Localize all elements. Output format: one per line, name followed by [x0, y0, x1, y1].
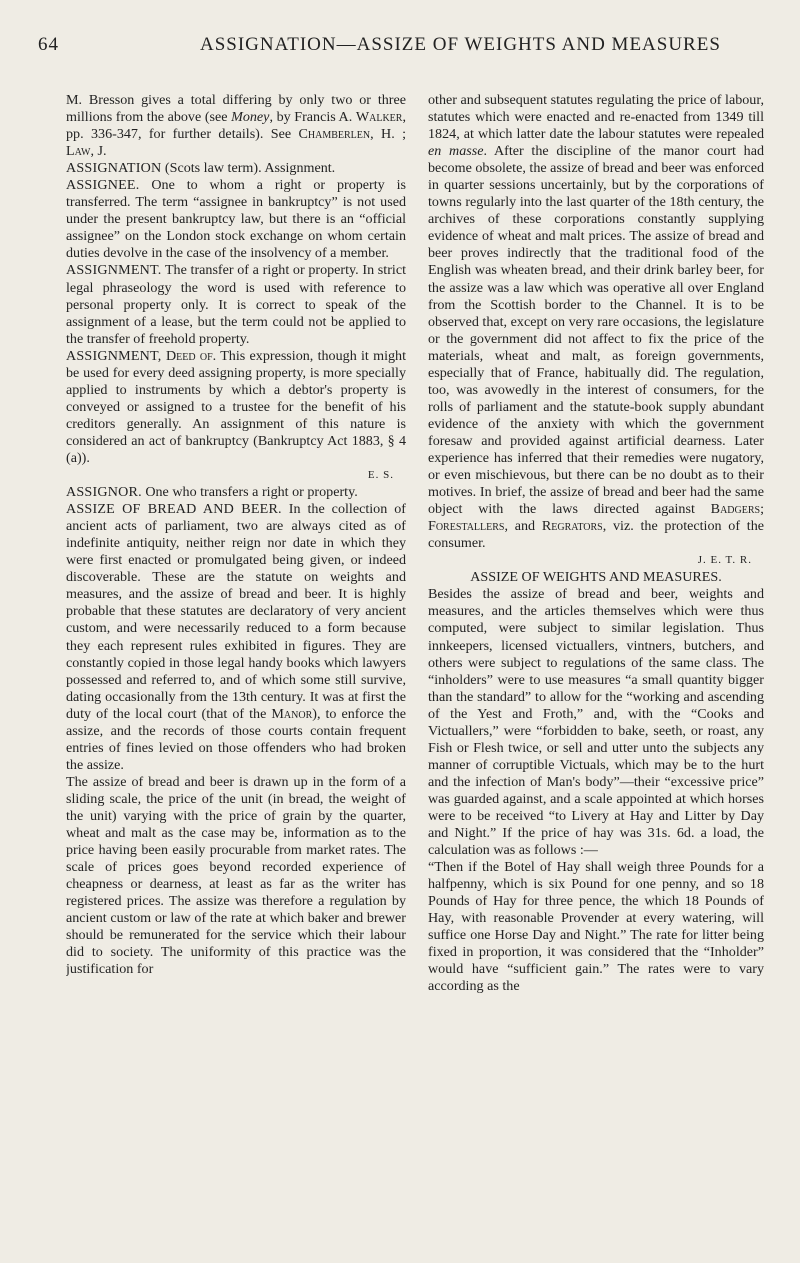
headword-assignation: ASSIGNATION: [66, 160, 162, 177]
entry-assignation: ASSIGNATION (Scots law term). Assignment.: [66, 160, 336, 177]
headword-assignment: ASSIGNMENT.: [66, 262, 162, 279]
headword-assize-bread-beer: ASSIZE OF BREAD AND BEER.: [66, 501, 282, 518]
paragraph-botel-of-hay: “Then if the Botel of Hay shall weigh three Pounds for a halfpenny, which is six Pound for one penny, and so 18 Pounds of Hay for three pence, the which 18 Pounds of Hay, with reasonable Provender at every watering, will suffice one Horse Day and Night.” The rate for litter being fixed in proportion, it was considered that the “Inholder” would have “sufficient gain.” The rates were to vary according as the: [428, 859, 764, 995]
badgers-reference: Badgers: [710, 501, 761, 518]
author-signature-es: E. S.: [367, 469, 394, 482]
entry-assignment-deed: ASSIGNMENT, Deed of. This expression, though it might be used for every deed assigning property, is more specially applied to instruments by which a debtor's property is conveyed or assigned to a trustee for the benefit of his creditors generally. An assignment of this nature is considered an act of bankruptcy (Bankruptcy Act 1883, § 4 (a)).: [66, 347, 406, 466]
author-signature-jetr: J. E. T. R.: [697, 554, 752, 567]
en-masse-text: en masse: [428, 143, 484, 160]
headword-assize-weights-measures: ASSIZE OF WEIGHTS AND MEASURES.: [470, 569, 722, 586]
regrators-reference: Regrators: [541, 518, 603, 535]
forestallers-reference: Forestallers: [428, 518, 505, 535]
headword-assignee: ASSIGNEE.: [66, 177, 140, 194]
right-column: [428, 92, 764, 1242]
money-reference: Money: [231, 109, 270, 126]
left-column: [66, 92, 406, 1242]
page-number: 64: [38, 34, 59, 55]
headword-assignment-deed: ASSIGNMENT,: [66, 347, 166, 364]
entry-assize-bread-beer: ASSIZE OF BREAD AND BEER. In the collection of ancient acts of parliament, two are always cited as of indefinite antiquity, neither reign nor date in which they were first enacted or promulgated being given, or indeed discoverable. These are the statute on weights and measures, and the assize of bread and beer. It is highly probable that these statutes are declaratory of very ancient custom, and were necessarily reduced to a form because they each represent rules exhibited in figures. They are constantly copied in those legal handy books which lawyers possessed and referred to, and of which some still survive, dating occasionally from the 13th century. It was at first the duty of the local court (that of the Manor), to enforce the assize, and the records of those courts contain frequent entries of fines levied on those offenders who had broken the assize.: [66, 501, 406, 773]
paragraph-bresson: M. Bresson gives a total differing by only two or three millions from the above (see Money, by Francis A. Walker, pp. 336-347, for further details). See Chamberlen, H. ; Law, J.: [66, 92, 406, 160]
paragraph-assize-scale: The assize of bread and beer is drawn up in the form of a sliding scale, the price of the unit (in bread, the weight of the unit) varying with the price of grain by the quarter, wheat and malt as the case may be, information as to the price having been easily procurable from market rates. The scale of prices goes beyond recorded experience of cheapness or dearness, at least as far as the writer has registered prices. The assize was therefore a regulation by ancient custom or law of the rate at which baker and brewer should be remunerated for the service which their labour did to society. The uniformity of this practice was the justification for: [66, 773, 406, 978]
running-head: ASSIGNATION—ASSIZE OF WEIGHTS AND MEASURES: [200, 34, 721, 55]
page-header: [0, 34, 800, 62]
entry-assignee: ASSIGNEE. One to whom a right or property is transferred. The term “assignee in bankruptcy” is not used under the present bankruptcy law, but there is an “official assignee” on the London stock exchange on whom certain duties devolve in the case of the insolvency of a member.: [66, 177, 406, 262]
walker-reference: Walker: [355, 109, 403, 126]
entry-assignment: ASSIGNMENT. The transfer of a right or property. In strict legal phraseology the word is used with reference to personal property only. It is correct to speak of the assignment of a lease, but the term could not be applied to the transfer of freehold property.: [66, 262, 406, 347]
chamberlen-reference: Chamberlen: [298, 126, 371, 143]
law-reference: Law: [66, 143, 91, 160]
paragraph-weights-measures: Besides the assize of bread and beer, weights and measures, and the articles themselves which were thus computed, were subject to similar legislation. Thus innkeepers, licensed victuallers, vintners, butchers, and others were subject to regulations of the same class. The “inholders” were to use measures “a small quantity bigger than the standard” to allow for the “working and ascending of the Yest and Froth,” and, with the “Cooks and Victuallers,” were “forbidden to bake, seeth, or roast, any Fish or Flesh twice, or sell and utter unto the subjects any manner of corruptible Victuals, which may be to the hurt and the infection of Man's body”—their “excessive price” was guarded against, and a scale appointed at which horses were to be received “to Livery at Hay and Litter by Day and Night.” If the price of hay was 31s. 6d. a load, the calculation was as follows :—: [428, 586, 764, 859]
manor-reference: Manor: [271, 705, 313, 722]
paragraph-assize-continued: other and subsequent statutes regulating the price of labour, statutes which were enacted and re-enacted from 1349 till 1824, at which latter date the labour statutes were repealed en masse. After the discipline of the manor court had become obsolete, the assize of bread and beer was enforced in quarter sessions uncertainly, but by the corporations of towns regularly into the last quarter of the 18th century, the archives of these corporations constantly supplying evidence of wheat and malt prices. The assize of bread and beer proves indirectly that the traditional food of the English was wheaten bread, and their drink barley beer, for the assize was a law which was operative all over England from the Scottish border to the Channel. It is to be observed that, except on very rare occasions, the legislature or the government did not affect to fix the price of the materials, wheat and malt, as foreign governments, especially that of France, habitually did. The regulation, too, was avowedly in the interest of consumers, for the rolls of parliament and the statute-book supply abundant evidence of the anxiety with which the government foresaw and provided against artificial dearness. Later experience has inferred that their remedies were nugatory, or even mischievous, but there can be no doubt as to their motives. In brief, the assize of bread and beer had the same object with the laws directed against Badgers; Forestallers, and Regrators, viz. the protection of the consumer.: [428, 92, 764, 552]
headword-assignor: ASSIGNOR.: [66, 484, 142, 501]
entry-assignor: ASSIGNOR. One who transfers a right or property.: [66, 484, 358, 501]
